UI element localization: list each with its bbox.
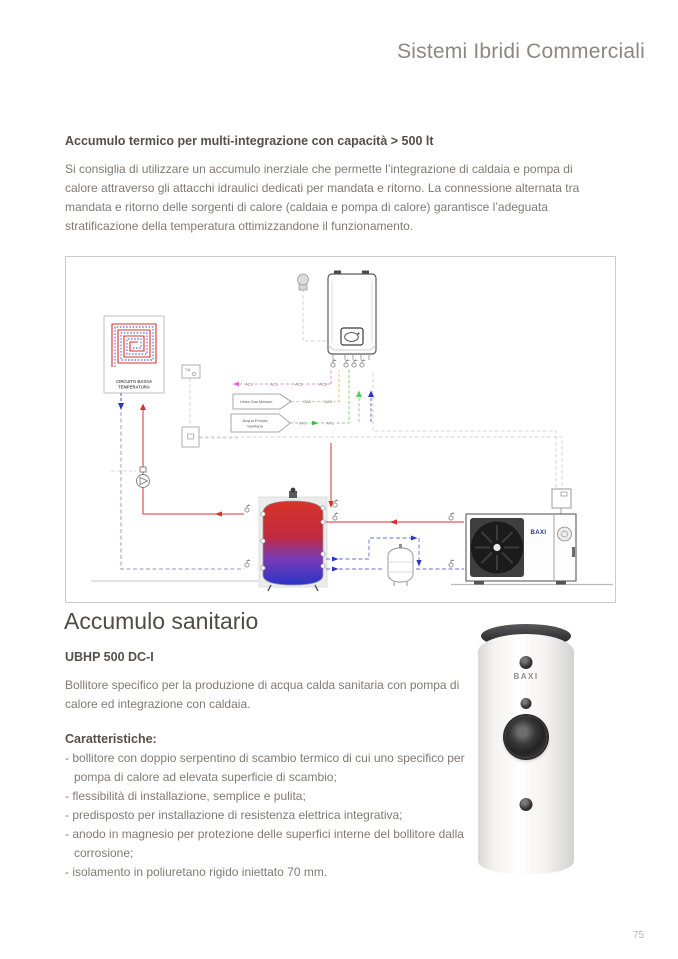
page-title: Sistemi Ibridi Commerciali	[397, 40, 645, 63]
feature-item: - anodo in magnesio per protezione delle superfici interne del bollitore dalla corrosione;	[65, 825, 467, 863]
thermal-section-body: Si consiglia di utilizzare un accumulo inerziale che permette l’integrazione di caldaia e pompa di calore attraverso gli attacchi idraulici dedicati per mandata e ritorno. La connessione alternata tra mandata e ritorno delle sorgenti di calore (caldaia e pompa di calore) garantisce l’adeguata stratificazione della temperatura ottimizzandone il funzionamento.	[65, 162, 580, 233]
return-arrow-2	[332, 567, 339, 572]
return-arrow-down	[118, 403, 124, 410]
return-arrow-3	[411, 536, 418, 541]
thermal-section-title: Accumulo termico per multi-integrazione con capacità > 500 lt	[65, 134, 434, 148]
afs-arrow-up	[356, 391, 362, 398]
low-temp-label-1: CIRCUITO BASSA	[116, 379, 152, 384]
tank-valve-right-top	[333, 499, 338, 507]
feature-item: - isolamento in poliuretano rigido iniettato 70 mm.	[65, 863, 467, 882]
sanitary-section-body: Bollitore specifico per la produzione di acqua calda sanitaria con pompa di calore ed integrazione con caldaia.	[65, 678, 460, 711]
tank-valve-right-mid	[333, 512, 338, 520]
boiler-valve-4	[360, 359, 365, 367]
hydraulic-scheme-figure	[65, 256, 616, 603]
tank-valve-left-bottom	[245, 559, 250, 567]
features-list	[65, 749, 467, 882]
tank-port-upper	[521, 698, 532, 709]
gas-line-label: Linea Gas Metano	[239, 399, 273, 404]
sanitary-tank-image	[478, 624, 574, 874]
expansion-vessel	[388, 544, 413, 586]
flow-arrow-left	[215, 512, 223, 517]
hp-valve-bottom	[449, 559, 454, 567]
hp-control-box	[552, 489, 571, 514]
sensor-box	[182, 427, 199, 447]
tank-flange	[505, 716, 547, 758]
page-number: 75	[633, 930, 645, 941]
heat-pump-unit	[466, 514, 576, 585]
acs-label-2: ACS	[270, 382, 278, 387]
flue-terminal	[298, 274, 309, 290]
acs-label-4: ACS	[319, 382, 327, 387]
return-arrow-4	[416, 560, 421, 567]
tank-port-lower	[520, 798, 533, 811]
acs-label-1: ACS	[245, 382, 253, 387]
low-temp-circuit-box	[104, 316, 164, 393]
acs-label-3: ACS	[295, 382, 303, 387]
sanitary-section-title: Accumulo sanitario	[64, 608, 259, 634]
gas-label-2: GAS	[323, 399, 333, 404]
hp-hot-arrow	[390, 519, 398, 524]
flow-arrow-up	[140, 404, 146, 411]
boiler-valve-1	[331, 359, 336, 367]
boiler-valve-3	[352, 359, 357, 367]
afs-label-1: AFS	[299, 421, 307, 426]
tank-port-top	[520, 656, 533, 669]
thermostat-label: T.A.	[185, 368, 192, 372]
tank-brand-label: BAXI	[513, 672, 539, 681]
cold-water-label-2: Sanitaria	[247, 423, 263, 429]
gas-label-1: GAS	[302, 399, 312, 404]
product-photo-ubhp-500	[476, 620, 626, 888]
acs-line	[233, 370, 332, 386]
gas-line	[233, 370, 339, 409]
product-model: UBHP 500 DC-I	[65, 650, 154, 664]
return-arrow-1	[332, 557, 339, 562]
low-temp-label-2: TEMPERATURA	[118, 384, 150, 390]
boiler	[328, 271, 376, 361]
tank-body	[478, 634, 574, 874]
feature-item: - predisposto per installazione di resistenza elettrica integrativa;	[65, 806, 467, 825]
hp-brand-logo: BAXI	[530, 530, 547, 536]
hp-motor	[558, 527, 572, 541]
feature-item: - bollitore con doppio serpentino di scambio termico di cui uno specifico per pompa di calore ad elevata superficie di scambio;	[65, 749, 467, 787]
buffer-tank	[259, 488, 327, 591]
cold-water-label-1: Acqua Fredda	[242, 417, 268, 423]
pump	[137, 467, 150, 488]
afs-label-2: AFS	[326, 421, 334, 426]
feature-item: - flessibilità di installazione, semplice e pulita;	[65, 787, 467, 806]
tank-valve-left-top	[245, 504, 250, 512]
room-thermostat	[182, 365, 200, 378]
boiler-valve-2	[344, 359, 349, 367]
hp-valve-top	[449, 512, 454, 520]
features-title: Caratteristiche:	[65, 732, 157, 746]
hydraulic-scheme-svg	[66, 257, 615, 602]
